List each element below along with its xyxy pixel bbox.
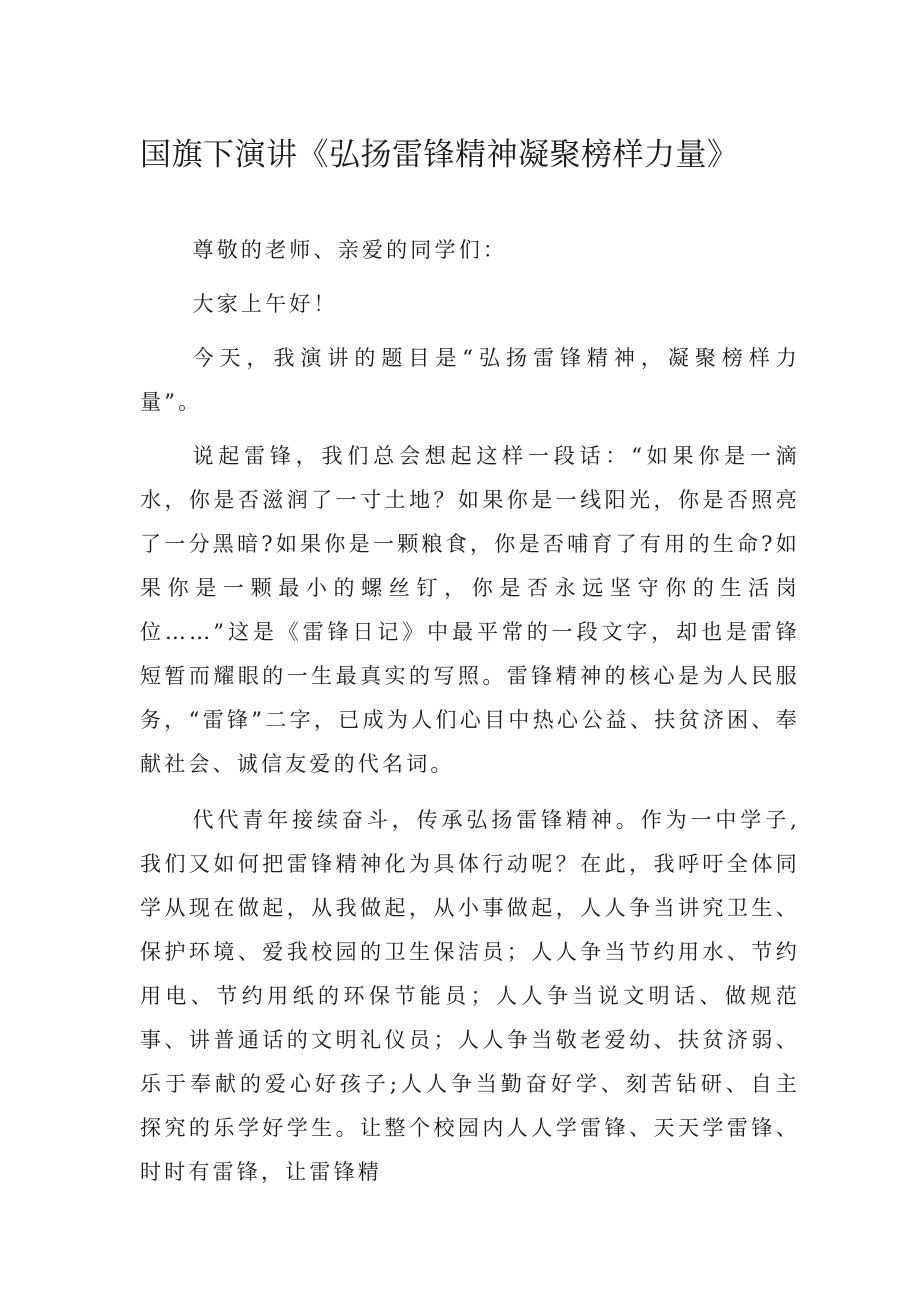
paragraph-topic: 今天，我演讲的题目是“弘扬雷锋精神，凝聚榜样力量”。 [140,346,800,414]
paragraph-lei-feng-quote: 说起雷锋，我们总会想起这样一段话：“如果你是一滴水，你是否滋润了一寸土地？如果你是一线阳光，你是否照亮了一分黑暗?如果你是一颗粮食，你是否哺育了有用的生命?如果你是一颗最小的螺丝钉，你是否永远坚守你的生活岗位……”这是《雷锋日记》中最平常的一段文字，却也是雷锋短暂而耀眼的一生最真实的写照。雷锋精神的核心是为人民服务，“雷锋”二字，已成为人们心目中热心公益、扶贫济困、奉献社会、诚信友爱的代名词。 [140,444,800,776]
document-body [140,228,800,1194]
paragraph-salutation: 尊敬的老师、亲爱的同学们： [192,238,508,262]
document-title: 国旗下演讲《弘扬雷锋精神凝聚榜样力量》 [140,137,739,173]
paragraph-greeting: 大家上午好！ [192,292,338,316]
paragraph-call-to-action: 代代青年接续奋斗，传承弘扬雷锋精神。作为一中学子,我们又如何把雷锋精神化为具体行动呢？在此，我呼吁全体同学从现在做起，从我做起，从小事做起，人人争当讲究卫生、保护环境、爱我校园的卫生保洁员；人人争当节约用水、节约用电、节约用纸的环保节能员；人人争当说文明话、做规范事、讲普通话的文明礼仪员；人人争当敬老爱幼、扶贫济弱、乐于奉献的爱心好孩子;人人争当勤奋好学、刻苦钻研、自主探究的乐学好学生。让整个校园内人人学雷锋、天天学雷锋、时时有雷锋，让雷锋精 [140,808,800,1184]
